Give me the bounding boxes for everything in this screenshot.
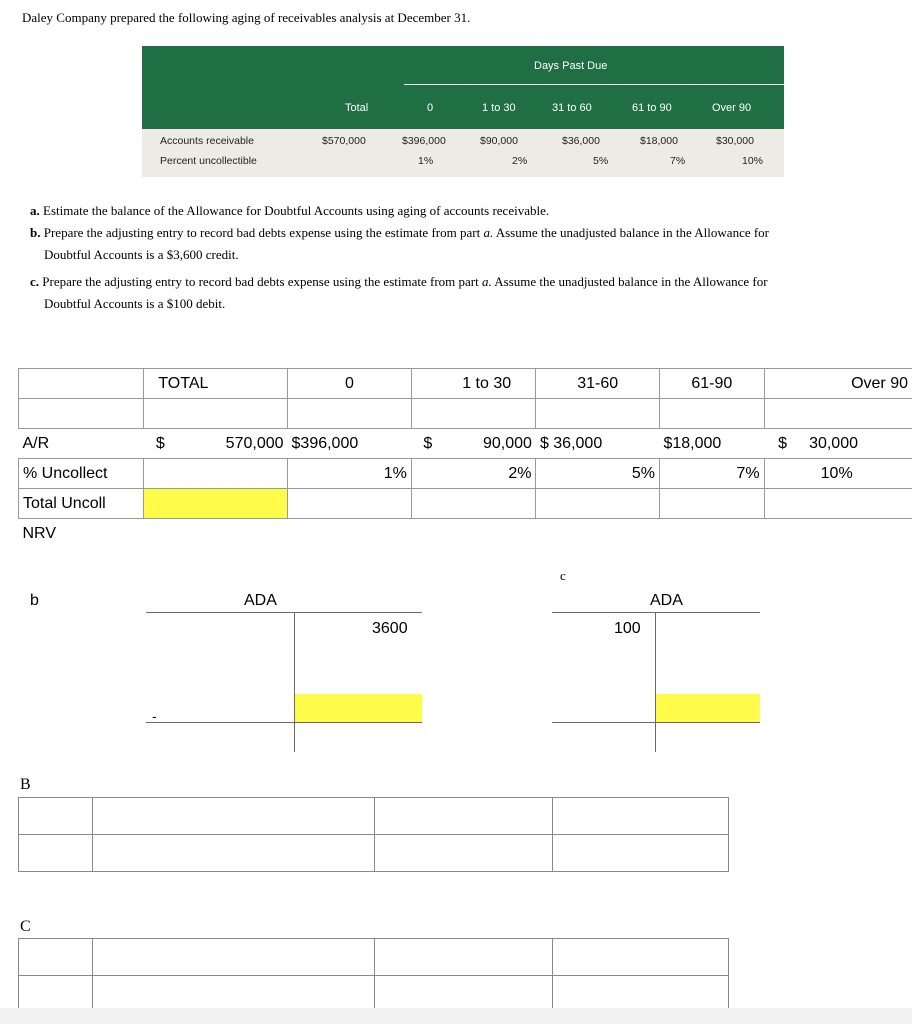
worksheet-ar-row [19,429,912,459]
entry-c-r1-account[interactable] [93,939,375,976]
pct-1-30: 2% [512,155,528,167]
t-account-b-credit-value: 3600 [372,620,408,637]
entry-c-row-1 [19,939,729,976]
question-a [30,200,549,221]
entry-b-r1-credit[interactable] [553,798,729,835]
header-0: 0 [288,369,412,399]
question-c-tag: c. [30,274,40,289]
pct-row-1-30: 2% [411,459,536,489]
aging-table-body [142,129,784,177]
part-b-label: b [30,592,39,609]
pct-0: 1% [418,155,434,167]
t-account-c-bottom-line [552,722,760,723]
bottom-bar [0,1008,912,1024]
t-account-b-top-line [146,612,422,613]
col-header-1-30: 1 to 30 [482,102,516,114]
t-account-c-answer-cell[interactable] [656,694,760,722]
worksheet-total-uncoll-row [19,489,912,519]
ar-row-label: A/R [22,434,50,452]
t-account-c-debit-value: 100 [614,620,641,637]
entry-c-table [18,938,729,1013]
worksheet-nrv-row [19,519,912,549]
question-b-line-2: Doubtful Accounts is a $3,600 credit. [44,247,239,262]
entry-b-row-1 [19,798,729,835]
entry-c-r1-credit[interactable] [553,939,729,976]
entry-b-label: B [20,776,31,793]
entry-b-r2-credit[interactable] [553,835,729,872]
header-over-90: Over 90 [764,369,912,399]
aging-table-header [142,46,784,129]
question-b-text-2: Assume the unadjusted balance in the Allowance for [495,225,770,240]
ar-label: Accounts receivable [160,135,254,147]
col-header-31-60: 31 to 60 [552,102,592,114]
pct-over-90: 10% [742,155,764,167]
entry-c-r2-debit[interactable] [375,976,553,1013]
ar-row-total: $ 570,000 [155,434,284,452]
pct-61-90: 7% [670,155,686,167]
entry-c-r2-credit[interactable] [553,976,729,1013]
ar-61-90: $18,000 [640,135,678,147]
pct-row-label: % Uncollect [19,459,144,489]
ar-row-1-30: $ 90,000 [423,434,532,452]
entry-c-label: C [20,918,31,935]
header-61-90: 61-90 [659,369,764,399]
t-account-b-bottom-line [146,722,422,723]
total-uncoll-label: Total Uncoll [19,489,144,519]
entry-b-r2-debit[interactable] [375,835,553,872]
t-account-b-answer-cell[interactable] [295,694,422,722]
ar-row-61-90: $18,000 [663,434,722,452]
pct-row-total [144,459,288,489]
entry-b-r1-date[interactable] [19,798,93,835]
col-header-over-90: Over 90 [712,102,752,114]
entry-c-r2-account[interactable] [93,976,375,1013]
entry-c-row-2 [19,976,729,1013]
header-31-60: 31-60 [536,369,660,399]
intro-text: Daley Company prepared the following aging of receivables analysis at December 31. [22,10,471,25]
pct-label: Percent uncollectible [160,155,257,167]
entry-b-r1-debit[interactable] [375,798,553,835]
pct-row-31-60: 5% [536,459,660,489]
question-a-text: Estimate the balance of the Allowance for Doubtful Accounts using aging of accounts receivable. [43,203,550,218]
entry-c-r1-date[interactable] [19,939,93,976]
col-header-61-90: 61 to 90 [632,102,672,114]
ar-total: $570,000 [322,135,366,147]
question-c [30,271,768,292]
worksheet-table [18,368,912,548]
entry-c-r2-date[interactable] [19,976,93,1013]
col-header-total: Total [345,102,369,114]
total-uncoll-0[interactable] [288,489,412,519]
entry-b-r1-account[interactable] [93,798,375,835]
question-c-line-2: Doubtful Accounts is a $100 debit. [44,296,226,311]
ar-row-over-90: $ 30,000 [778,434,858,452]
question-c-text-2: Assume the unadjusted balance in the Allowance for [494,274,768,289]
worksheet-header-row [19,369,912,399]
question-c-part-ref: a. [481,274,492,289]
t-account-c-title: ADA [650,592,683,609]
total-uncoll-31-60[interactable] [536,489,660,519]
header-divider [404,84,784,85]
pct-row-0: 1% [288,459,412,489]
col-header-0: 0 [427,102,434,114]
worksheet-pct-row [19,459,912,489]
entry-b-r2-date[interactable] [19,835,93,872]
header-blank [19,369,144,399]
aging-table [142,46,784,177]
header-total: TOTAL [144,369,288,399]
t-account-b-title: ADA [244,592,277,609]
ar-31-60: $36,000 [562,135,600,147]
t-account-c-top-line [552,612,760,613]
days-past-due-header: Days Past Due [534,60,608,72]
t-account-b-divider [294,612,295,752]
total-uncoll-1-30[interactable] [411,489,536,519]
part-c-label: c [560,568,566,583]
question-b-text-1: Prepare the adjusting entry to record bad debts expense using the estimate from part [43,225,481,240]
question-b [30,222,769,243]
question-b-tag: b. [30,225,41,240]
ar-1-30: $90,000 [480,135,518,147]
nrv-label: NRV [22,524,56,542]
pct-row-61-90: 7% [659,459,764,489]
question-b-part-ref: a. [483,225,494,240]
ar-over-90: $30,000 [716,135,754,147]
entry-b-row-2 [19,835,729,872]
total-uncoll-input[interactable] [144,489,288,519]
ar-row-31-60: $ 36,000 [539,434,603,452]
question-c-text-1: Prepare the adjusting entry to record bad debts expense using the estimate from part [42,274,479,289]
entry-b-table [18,797,729,872]
t-account-c-divider [655,612,656,752]
pct-31-60: 5% [593,155,609,167]
spacer-row [19,399,912,429]
entry-c-r1-debit[interactable] [375,939,553,976]
header-1-30: 1 to 30 [411,369,536,399]
total-uncoll-over-90[interactable] [764,489,912,519]
pct-row-over-90: 10% [764,459,912,489]
ar-0: $396,000 [402,135,446,147]
total-uncoll-61-90[interactable] [659,489,764,519]
question-a-tag: a. [30,203,40,218]
entry-b-r2-account[interactable] [93,835,375,872]
t-account-b-dash: - [152,708,157,724]
ar-row-0: $396,000 [291,434,359,452]
